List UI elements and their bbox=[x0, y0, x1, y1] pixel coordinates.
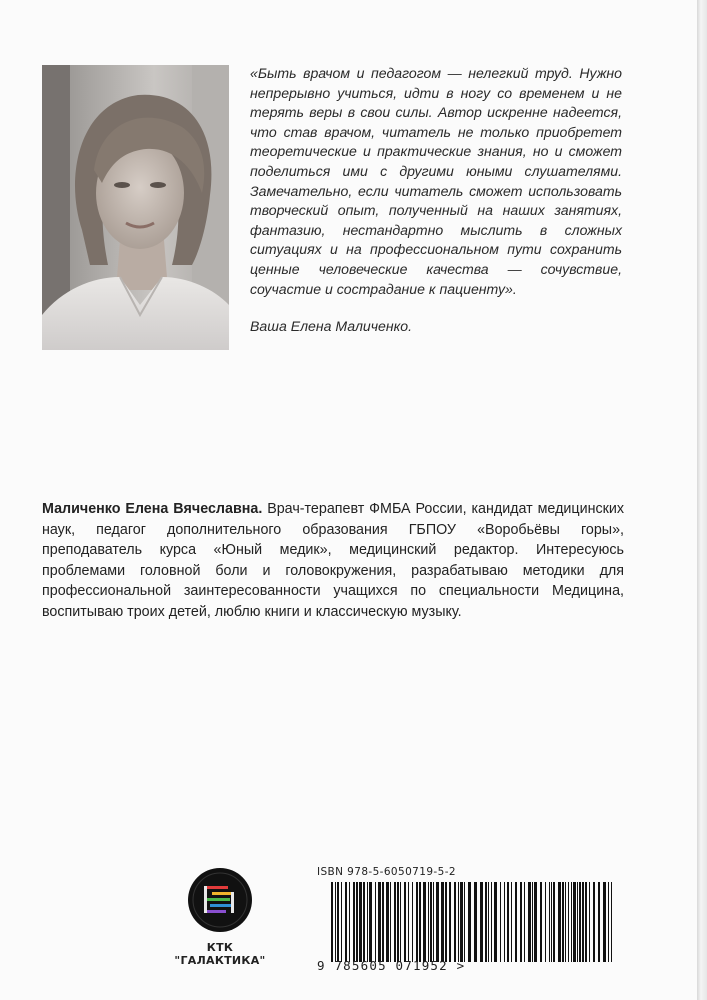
barcode-bar bbox=[428, 882, 429, 962]
barcode-bar bbox=[520, 882, 522, 962]
barcode-bar bbox=[416, 882, 418, 962]
barcode-bar bbox=[528, 882, 531, 962]
barcode-bar bbox=[356, 882, 358, 962]
publisher-logo bbox=[186, 866, 254, 934]
barcode-bar bbox=[551, 882, 552, 962]
barcode-bar bbox=[571, 882, 572, 962]
barcode-bar bbox=[500, 882, 501, 962]
author-bio bbox=[42, 499, 624, 622]
author-name: Маличенко Елена Вячеславна. bbox=[42, 501, 263, 517]
barcode-bar bbox=[480, 882, 483, 962]
barcode-bar bbox=[491, 882, 492, 962]
barcode-bar bbox=[593, 882, 595, 962]
barcode-bar bbox=[441, 882, 444, 962]
barcode-bar bbox=[474, 882, 477, 962]
barcode-bar bbox=[534, 882, 537, 962]
quote-signature: Ваша Елена Маличенко. bbox=[250, 318, 413, 335]
barcode-bar bbox=[433, 882, 434, 962]
barcode-bar bbox=[445, 882, 447, 962]
barcode-bar bbox=[532, 882, 533, 962]
barcode-bar bbox=[468, 882, 471, 962]
barcode-bar bbox=[408, 882, 409, 962]
barcode-bar bbox=[573, 882, 576, 962]
barcode-bar bbox=[386, 882, 389, 962]
barcode-bar bbox=[367, 882, 368, 962]
barcode-bar bbox=[562, 882, 564, 962]
barcode-digits: 9 785605 071952 > bbox=[317, 958, 466, 973]
barcode-bar bbox=[382, 882, 384, 962]
barcode-bar bbox=[568, 882, 569, 962]
barcode-bar bbox=[412, 882, 413, 962]
barcode-bar bbox=[494, 882, 497, 962]
barcode-bar bbox=[585, 882, 587, 962]
barcode-bar bbox=[511, 882, 512, 962]
barcode-bar bbox=[515, 882, 517, 962]
barcode-bar bbox=[504, 882, 505, 962]
bio-text: Врач-терапевт ФМБА России, кандидат медицинских наук, педагог дополнительного образования ГБПОУ «Воробьёвы горы», преподаватель курса «Юный медик», медицинский редактор. Интересуюсь проблемами головной боли и головокружения, разрабатываю методики для профессиональной заинтересованности учащихся по специальности Медицина, воспитываю троих детей, люблю книги и классическую музыку. bbox=[42, 501, 625, 620]
barcode-bar bbox=[397, 882, 399, 962]
barcode-bar bbox=[331, 882, 333, 962]
isbn-block bbox=[317, 866, 622, 973]
barcode-bar bbox=[545, 882, 546, 962]
barcode-bar bbox=[378, 882, 381, 962]
galaktika-logo-icon bbox=[186, 866, 254, 934]
quote-text: «Быть врачом и педагогом — нелегкий труд. Нужно непрерывно учиться, идти в ногу со временем и не терять веры в свои силы. Автор искренне надеется, что став врачом, читатель не только приобретет теоретические и практические знания, но и сможет поделиться ими с другими юными слушателями. Замечательно, если читатель сможет использовать творческий опыт, полученный на наших занятиях, фантазию, нестандартно мыслить в сложных ситуациях и на профессиональном пути сохранить ценные человеческие качества — сочувствие, соучастие и сострадание к пациенту». bbox=[250, 65, 622, 297]
barcode-bar bbox=[540, 882, 542, 962]
barcode-bar bbox=[363, 882, 365, 962]
barcode-image bbox=[317, 882, 622, 962]
book-spine-edge bbox=[697, 0, 707, 1000]
barcode-bar bbox=[553, 882, 555, 962]
barcode-bar bbox=[603, 882, 606, 962]
barcode-bar bbox=[423, 882, 426, 962]
barcode-bar bbox=[345, 882, 347, 962]
barcode-bar bbox=[579, 882, 581, 962]
barcode-bar bbox=[390, 882, 391, 962]
barcode-bar bbox=[394, 882, 396, 962]
barcode-bar bbox=[359, 882, 362, 962]
barcode-bar bbox=[349, 882, 350, 962]
author-portrait-image bbox=[42, 65, 229, 350]
barcode-bar bbox=[454, 882, 456, 962]
barcode-bar bbox=[353, 882, 355, 962]
publisher-name: КТК "ГАЛАКТИКА" bbox=[174, 941, 266, 967]
barcode-bar bbox=[436, 882, 439, 962]
barcode-bar bbox=[549, 882, 550, 962]
author-photo bbox=[42, 65, 229, 350]
barcode-bar bbox=[598, 882, 600, 962]
barcode-bar bbox=[375, 882, 376, 962]
barcode-bar bbox=[369, 882, 372, 962]
barcode-bar bbox=[460, 882, 463, 962]
barcode-bar bbox=[608, 882, 609, 962]
barcode-bar bbox=[485, 882, 487, 962]
barcode-bar bbox=[419, 882, 421, 962]
barcode-bar bbox=[589, 882, 590, 962]
barcode-bar bbox=[464, 882, 465, 962]
barcode-bar bbox=[400, 882, 401, 962]
barcode-bar bbox=[577, 882, 578, 962]
barcode-bar bbox=[458, 882, 459, 962]
barcode-bar bbox=[558, 882, 561, 962]
author-quote bbox=[250, 64, 622, 337]
barcode-bar bbox=[337, 882, 339, 962]
barcode-bar bbox=[449, 882, 451, 962]
barcode-bar bbox=[524, 882, 525, 962]
barcode-bar bbox=[507, 882, 509, 962]
isbn-label: ISBN 978-5-6050719-5-2 bbox=[317, 866, 456, 878]
barcode-bar bbox=[404, 882, 406, 962]
barcode-bar bbox=[565, 882, 566, 962]
barcode-bar bbox=[582, 882, 584, 962]
barcode-bar bbox=[488, 882, 489, 962]
barcode-bar bbox=[335, 882, 336, 962]
barcode-bar bbox=[341, 882, 342, 962]
barcode-bar bbox=[611, 882, 612, 962]
barcode-bar bbox=[430, 882, 432, 962]
